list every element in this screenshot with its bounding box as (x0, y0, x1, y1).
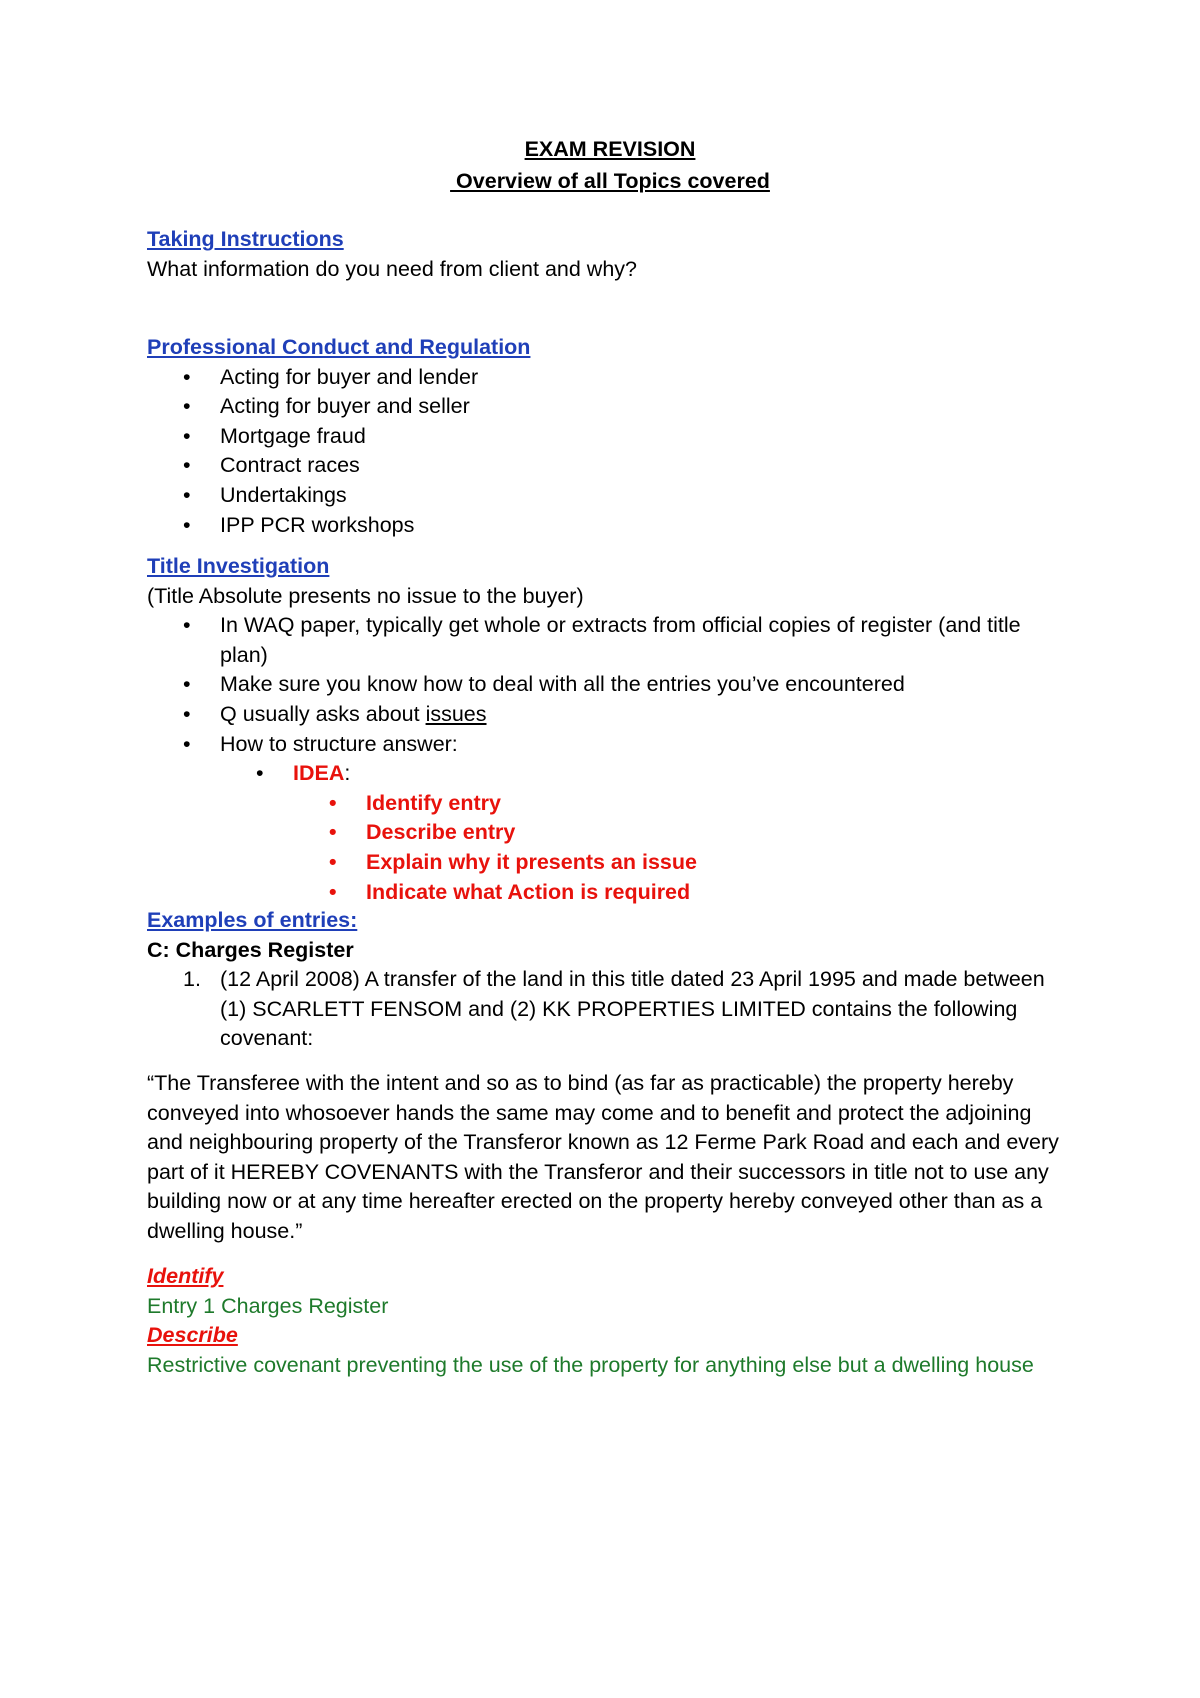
title-investigation-heading[interactable]: Title Investigation (147, 554, 330, 578)
quote-text: “The Transferee with the intent and so as to bind (as far as practicable) the property hereby conveyed into whosoever hands the same may come and to benefit and protect the adjoining and neighbouring property of the Transferor known as 12 Ferme Park Road and each and every part of it HEREBY COVENANTS with the Transferor and their successors in title not to use any building now or at any time hereafter erected on the property hereby conveyed other than as a dwelling house.” (147, 1071, 1059, 1243)
list-item: • Mortgage fraud (147, 422, 1067, 452)
title-text: EXAM REVISION (524, 137, 696, 161)
subtitle-text: Overview of all Topics covered (450, 169, 770, 193)
idea-item (147, 759, 1067, 789)
section-examples (147, 906, 1067, 1054)
identify-describe-block (147, 1262, 1067, 1380)
idea-list (147, 759, 1067, 789)
list-item (147, 700, 1067, 730)
entry-list (147, 965, 1067, 1054)
identify-heading: Identify (147, 1264, 224, 1288)
section-taking-instructions (147, 225, 1067, 284)
list-item: • In WAQ paper, typically get whole or extracts from official copies of register (and title plan) (147, 611, 1067, 670)
list-item: • Acting for buyer and lender (147, 363, 1067, 393)
conduct-heading[interactable]: Professional Conduct and Regulation (147, 335, 531, 359)
identify-text: Entry 1 Charges Register (147, 1293, 389, 1318)
idea-step: • Identify entry (147, 789, 1067, 819)
taking-instructions-heading[interactable]: Taking Instructions (147, 227, 344, 251)
charges-register-heading: C: Charges Register (147, 937, 354, 962)
entry-item (147, 965, 1067, 1054)
idea-step: • Describe entry (147, 818, 1067, 848)
list-item: • How to structure answer: (147, 730, 1067, 760)
describe-heading: Describe (147, 1323, 238, 1348)
list-item-text: Q usually asks about (220, 701, 426, 726)
idea-label: IDEA (293, 761, 345, 786)
entry-number: 1. (183, 967, 201, 992)
page-subtitle (0, 167, 1200, 197)
covenant-quote (147, 1069, 1067, 1247)
section-professional-conduct (147, 333, 1067, 540)
page-title (0, 135, 1200, 165)
list-item: • Undertakings (147, 481, 1067, 511)
title-investigation-intro: (Title Absolute presents no issue to the buyer) (147, 583, 584, 608)
taking-instructions-line: What information do you need from client and why? (147, 256, 637, 281)
section-title-investigation (147, 552, 1067, 907)
idea-step: • Indicate what Action is required (147, 878, 1067, 908)
list-item: • IPP PCR workshops (147, 511, 1067, 541)
idea-steps-list (147, 789, 1067, 907)
entry-text: (12 April 2008) A transfer of the land in this title dated 23 April 1995 and made between (1) SCARLETT FENSOM and (2) KK PROPERTIES LIMITED contains the following covenant: (220, 967, 1045, 1051)
issues-word: issues (425, 701, 487, 726)
list-item: • Acting for buyer and seller (147, 392, 1067, 422)
idea-colon: : (344, 761, 351, 786)
examples-heading[interactable]: Examples of entries: (147, 908, 358, 932)
conduct-list (147, 363, 1067, 541)
describe-text: Restrictive covenant preventing the use of the property for anything else but a dwelling house (147, 1352, 1034, 1377)
list-item: • Make sure you know how to deal with all the entries you’ve encountered (147, 670, 1067, 700)
title-investigation-list (147, 611, 1067, 759)
idea-step: • Explain why it presents an issue (147, 848, 1067, 878)
list-item: • Contract races (147, 451, 1067, 481)
